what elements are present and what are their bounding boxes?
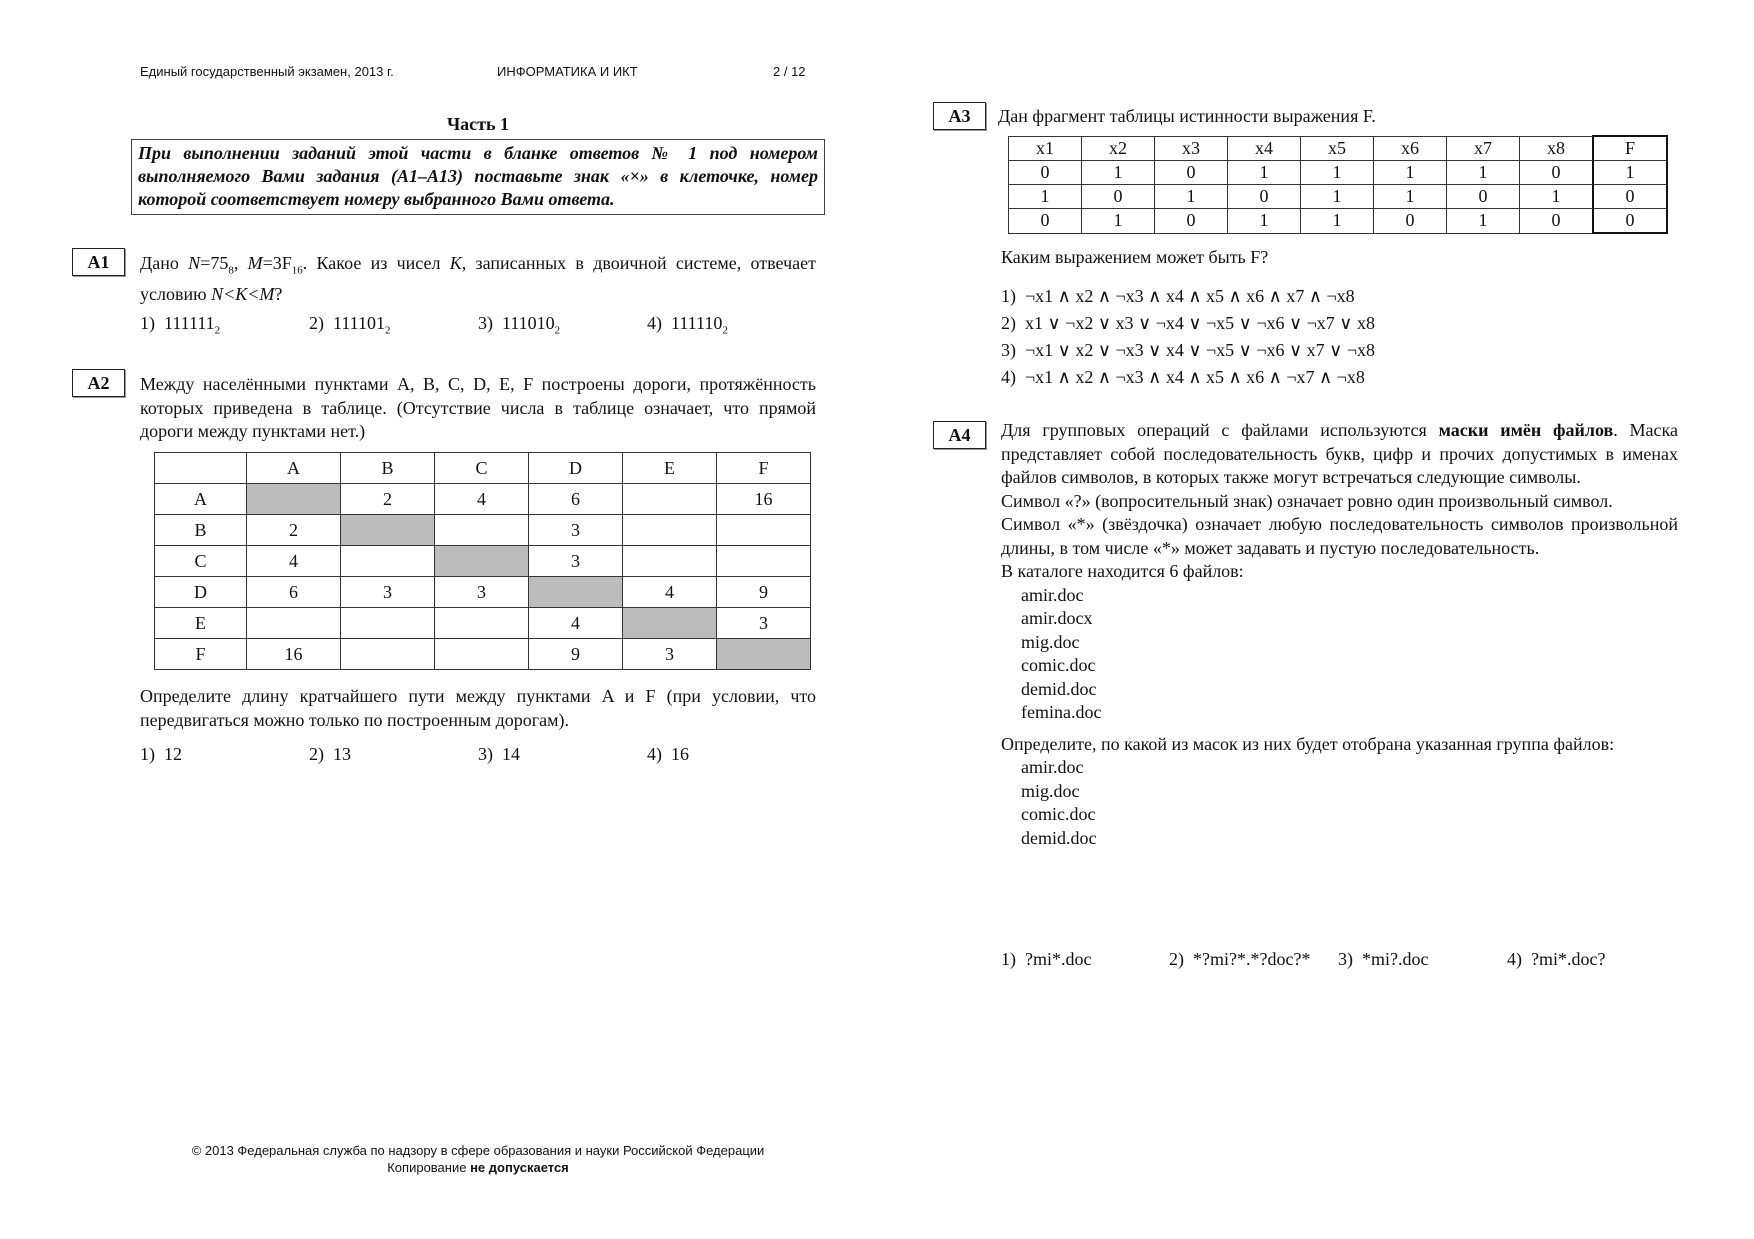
option-number: 2) xyxy=(309,313,324,333)
table-cell xyxy=(623,484,717,515)
table-cell xyxy=(341,515,435,546)
option-value: ¬x1 ∨ x2 ∨ ¬x3 ∨ x4 ∨ ¬x5 ∨ ¬x6 ∨ x7 ∨ ¬x8 xyxy=(1025,340,1375,360)
option-number: 1) xyxy=(1001,949,1016,969)
option-value: ¬x1 ∧ x2 ∧ ¬x3 ∧ x4 ∧ x5 ∧ x6 ∧ x7 ∧ ¬x8 xyxy=(1025,286,1355,306)
header-exam-name: Единый государственный экзамен, 2013 г. xyxy=(140,64,394,79)
table-cell: 3 xyxy=(529,515,623,546)
a2-intro: Между населёнными пунктами A, B, C, D, E, F построены дороги, протяжённость которых приведена в таблице. (Отсутствие числа в таблице означает, что прямой дороги между пунктами нет.) xyxy=(140,374,816,441)
option-value: 111010 xyxy=(502,313,555,333)
a4-paragraph: Символ «?» (вопросительный знак) означает ровно один произвольный символ. xyxy=(1001,490,1613,511)
row-header: E xyxy=(155,608,247,639)
a4-option[interactable] xyxy=(1338,949,1428,970)
file-name: femina.doc xyxy=(1021,702,1102,722)
table-cell: 0 xyxy=(1520,161,1594,185)
table-cell: 3 xyxy=(435,577,529,608)
table-cell xyxy=(717,546,811,577)
row-header: D xyxy=(155,577,247,608)
table-cell: 1 xyxy=(1082,209,1155,234)
table-row xyxy=(1009,185,1668,209)
a4-paragraph: Символ «*» (звёздочка) означает любую последовательность символов произвольной длины, в том числе «*» может задавать и пустую последовательность. xyxy=(1001,514,1678,558)
a3-options xyxy=(1001,283,1375,391)
table-cell xyxy=(435,639,529,670)
table-cell: 1 xyxy=(1447,209,1520,234)
table-cell: 0 xyxy=(1374,209,1447,234)
option-number: 4) xyxy=(647,313,662,333)
table-row xyxy=(155,484,811,515)
table-cell xyxy=(435,608,529,639)
table-cell: 9 xyxy=(717,577,811,608)
file-name: mig.doc xyxy=(1021,631,1080,652)
row-header: C xyxy=(155,546,247,577)
option-value: 111111 xyxy=(164,313,215,333)
a2-option[interactable] xyxy=(478,744,520,765)
option-value: 111101 xyxy=(333,313,385,333)
file-name: amir.doc xyxy=(1021,757,1084,777)
option-value: ?mi*.doc xyxy=(1025,949,1092,969)
a1-option[interactable] xyxy=(647,313,728,337)
a2-option[interactable] xyxy=(140,744,182,765)
a1-text: . Какое из чисел xyxy=(302,253,450,273)
a4-paragraph: В каталоге находится 6 файлов: xyxy=(1001,561,1244,581)
footer xyxy=(128,1142,828,1176)
table-cell xyxy=(247,484,341,515)
task-label-a1: A1 xyxy=(72,248,125,276)
column-header: x3 xyxy=(1155,136,1228,161)
table-cell: 1 xyxy=(1082,161,1155,185)
table-cell: 0 xyxy=(1593,185,1667,209)
table-cell xyxy=(623,608,717,639)
table-cell: 1 xyxy=(1228,161,1301,185)
table-cell: 4 xyxy=(529,608,623,639)
table-cell: 0 xyxy=(1155,209,1228,234)
column-header xyxy=(155,453,247,484)
table-cell: 0 xyxy=(1593,209,1667,234)
a3-option[interactable] xyxy=(1001,283,1375,310)
column-header: D xyxy=(529,453,623,484)
option-value: 14 xyxy=(502,744,520,764)
header-subject: ИНФОРМАТИКА И ИКТ xyxy=(497,64,638,79)
a1-m-value: =3F xyxy=(262,253,292,273)
a4-text: . Маска представляет собой последовательность букв, цифр и прочих допустимых в именах файлов символов, в которых также могут встречаться следующие символы. xyxy=(1001,420,1678,487)
a1-question xyxy=(140,252,816,307)
a4-selected-files xyxy=(1001,756,1678,850)
column-header: x8 xyxy=(1520,136,1594,161)
a4-term: маски имён файлов xyxy=(1438,420,1614,440)
task-label-a4: A4 xyxy=(933,421,986,449)
option-number: 1) xyxy=(1001,286,1016,306)
a2-option[interactable] xyxy=(647,744,689,765)
table-cell xyxy=(623,546,717,577)
column-header: F xyxy=(1593,136,1667,161)
option-number: 3) xyxy=(478,313,493,333)
table-cell xyxy=(435,515,529,546)
a1-n: N xyxy=(188,253,201,273)
table-cell xyxy=(341,546,435,577)
a4-option[interactable] xyxy=(1507,949,1605,970)
table-cell: 2 xyxy=(341,484,435,515)
a1-n-value: =75 xyxy=(200,253,229,273)
option-value: 13 xyxy=(333,744,351,764)
a3-question: Каким выражением может быть F? xyxy=(1001,247,1269,267)
table-cell: 0 xyxy=(1228,185,1301,209)
a1-text: Дано xyxy=(140,253,189,273)
file-name: comic.doc xyxy=(1021,655,1096,675)
option-base: 2 xyxy=(554,324,561,337)
option-base: 2 xyxy=(722,324,728,337)
table-row xyxy=(1009,209,1668,234)
table-cell: 3 xyxy=(717,608,811,639)
table-cell: 0 xyxy=(1009,161,1082,185)
table-cell: 0 xyxy=(1009,209,1082,234)
column-header: x7 xyxy=(1447,136,1520,161)
file-name: comic.doc xyxy=(1021,804,1096,824)
option-value: ¬x1 ∧ x2 ∧ ¬x3 ∧ x4 ∧ x5 ∧ x6 ∧ ¬x7 ∧ ¬x8 xyxy=(1025,367,1365,387)
file-name: amir.docx xyxy=(1021,608,1093,628)
option-number: 4) xyxy=(1507,949,1522,969)
column-header: x4 xyxy=(1228,136,1301,161)
column-header: A xyxy=(247,453,341,484)
table-cell: 1 xyxy=(1447,161,1520,185)
table-cell: 6 xyxy=(247,577,341,608)
table-header-row xyxy=(1009,136,1668,161)
table-cell: 0 xyxy=(1447,185,1520,209)
a4-text: Для групповых операций с файлами используются xyxy=(1001,420,1439,440)
a1-option[interactable] xyxy=(140,313,220,337)
table-cell: 1 xyxy=(1009,185,1082,209)
table-cell: 3 xyxy=(529,546,623,577)
a1-option[interactable] xyxy=(309,313,391,337)
table-cell: 3 xyxy=(623,639,717,670)
table-row xyxy=(155,577,811,608)
column-header: C xyxy=(435,453,529,484)
option-number: 1) xyxy=(140,744,155,764)
task-label-a2: A2 xyxy=(72,369,125,397)
instruction-box: При выполнении заданий этой части в бланке ответов № 1 под номером выполняемого Вами задания (А1–А13) поставьте знак «×» в клеточке, номер которой соответствует номеру выбранного Вами ответа. xyxy=(131,139,825,215)
table-cell xyxy=(717,639,811,670)
table-cell: 0 xyxy=(1520,209,1594,234)
footer-copy-notice xyxy=(128,1159,828,1176)
option-number: 4) xyxy=(1001,367,1016,387)
option-number: 3) xyxy=(1338,949,1353,969)
option-value: 12 xyxy=(164,744,182,764)
a1-m: M xyxy=(247,253,263,273)
table-cell: 0 xyxy=(1082,185,1155,209)
a1-k: K xyxy=(449,253,462,273)
a4-question: Определите, по какой из масок из них будет отобрана указанная группа файлов: xyxy=(1001,733,1615,754)
table-row xyxy=(155,639,811,670)
table-cell: 1 xyxy=(1301,185,1374,209)
option-value: *?mi?*.*?doc?* xyxy=(1193,949,1311,969)
a3-option[interactable] xyxy=(1001,310,1375,337)
a4-option[interactable] xyxy=(1169,949,1310,970)
option-value: *mi?.doc xyxy=(1362,949,1429,969)
a3-intro: Дан фрагмент таблицы истинности выражения F. xyxy=(998,106,1376,126)
a4-option[interactable] xyxy=(1001,949,1091,970)
a3-truth-table xyxy=(1008,135,1668,234)
table-row xyxy=(155,546,811,577)
table-cell: 1 xyxy=(1301,209,1374,234)
column-header: x2 xyxy=(1082,136,1155,161)
table-cell: 16 xyxy=(247,639,341,670)
table-cell xyxy=(623,515,717,546)
table-cell: 4 xyxy=(435,484,529,515)
file-name: demid.doc xyxy=(1021,827,1097,848)
table-cell: 1 xyxy=(1301,161,1374,185)
option-base: 2 xyxy=(214,324,221,337)
table-cell: 1 xyxy=(1593,161,1667,185)
table-cell: 9 xyxy=(529,639,623,670)
a3-option[interactable] xyxy=(1001,364,1375,391)
table-cell: 1 xyxy=(1155,185,1228,209)
table-cell: 0 xyxy=(1155,161,1228,185)
row-header: A xyxy=(155,484,247,515)
table-cell: 2 xyxy=(247,515,341,546)
table-cell: 1 xyxy=(1374,161,1447,185)
option-number: 2) xyxy=(309,744,324,764)
column-header: x6 xyxy=(1374,136,1447,161)
a1-condition: N<K<M xyxy=(211,284,275,305)
a4-file-list xyxy=(1001,584,1678,725)
table-cell xyxy=(529,577,623,608)
table-cell: 4 xyxy=(623,577,717,608)
footer-text-bold: не допускается xyxy=(470,1160,569,1175)
column-header: E xyxy=(623,453,717,484)
table-cell xyxy=(435,546,529,577)
column-header: x1 xyxy=(1009,136,1082,161)
part-title: Часть 1 xyxy=(446,114,510,134)
option-number: 1) xyxy=(140,313,155,333)
file-name: amir.doc xyxy=(1021,584,1084,605)
option-value: 111110 xyxy=(671,313,723,333)
table-cell xyxy=(717,515,811,546)
a4-paragraph xyxy=(1001,419,1678,490)
a1-option[interactable] xyxy=(478,313,560,337)
a1-n-base: 8 xyxy=(228,264,234,277)
option-value: 16 xyxy=(671,744,689,764)
column-header: B xyxy=(341,453,435,484)
file-name: mig.doc xyxy=(1021,780,1080,801)
table-row xyxy=(1009,161,1668,185)
a3-option[interactable] xyxy=(1001,337,1375,364)
column-header: F xyxy=(717,453,811,484)
task-label-a3: A3 xyxy=(933,102,986,130)
option-value: ?mi*.doc? xyxy=(1531,949,1606,969)
table-cell xyxy=(341,639,435,670)
option-base: 2 xyxy=(385,324,391,337)
table-cell: 4 xyxy=(247,546,341,577)
row-header: F xyxy=(155,639,247,670)
table-cell xyxy=(247,608,341,639)
table-cell: 1 xyxy=(1374,185,1447,209)
table-cell: 16 xyxy=(717,484,811,515)
a1-sep: , xyxy=(233,253,248,273)
a1-m-base: 16 xyxy=(291,264,303,277)
table-cell: 3 xyxy=(341,577,435,608)
option-number: 2) xyxy=(1169,949,1184,969)
a2-question: Определите длину кратчайшего пути между пунктами A и F (при условии, что передвигаться можно только по построенным дорогам). xyxy=(140,686,816,730)
table-header-row xyxy=(155,453,811,484)
a2-option[interactable] xyxy=(309,744,351,765)
a1-text: ? xyxy=(274,284,283,305)
footer-copyright: © 2013 Федеральная служба по надзору в сфере образования и науки Российской Федерации xyxy=(191,1143,765,1158)
footer-text: Копирование xyxy=(387,1160,471,1175)
table-row xyxy=(155,515,811,546)
row-header: B xyxy=(155,515,247,546)
table-cell: 1 xyxy=(1520,185,1594,209)
option-number: 4) xyxy=(647,744,662,764)
a4-body xyxy=(1001,419,1678,850)
table-row xyxy=(155,608,811,639)
option-number: 3) xyxy=(1001,340,1016,360)
header-page-number: 2 / 12 xyxy=(773,64,806,79)
option-number: 2) xyxy=(1001,313,1016,333)
table-cell xyxy=(341,608,435,639)
table-cell: 1 xyxy=(1228,209,1301,234)
column-header: x5 xyxy=(1301,136,1374,161)
file-name: demid.doc xyxy=(1021,678,1097,699)
a2-distance-table xyxy=(154,452,811,670)
table-cell: 6 xyxy=(529,484,623,515)
option-number: 3) xyxy=(478,744,493,764)
a1-text: , записанных в двоичной системе, отвечает условию xyxy=(140,253,816,305)
option-value: x1 ∨ ¬x2 ∨ x3 ∨ ¬x4 ∨ ¬x5 ∨ ¬x6 ∨ ¬x7 ∨ x8 xyxy=(1025,313,1375,333)
